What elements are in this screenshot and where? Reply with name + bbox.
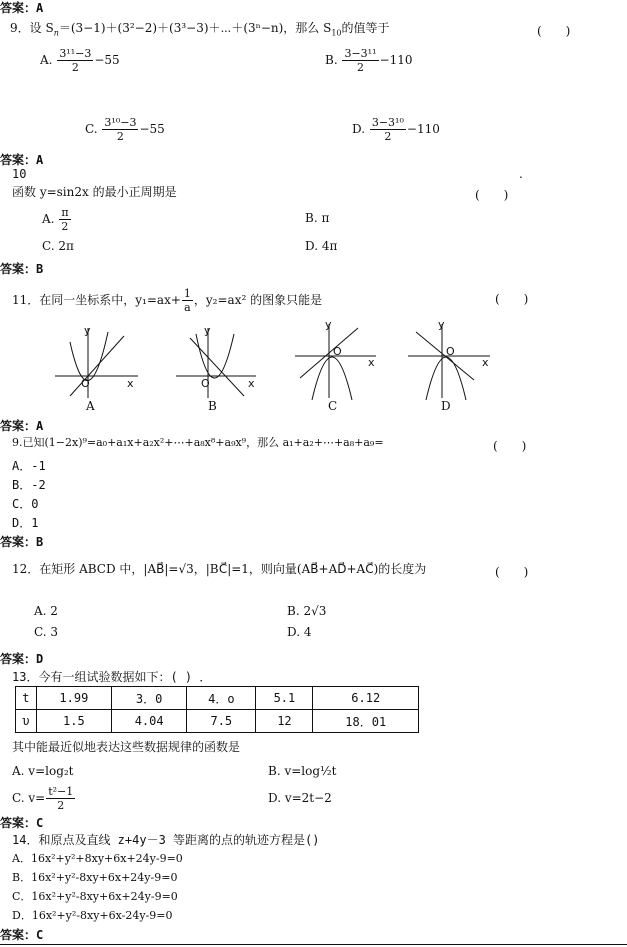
line-curve: [190, 338, 244, 396]
table-cell: υ: [16, 710, 37, 733]
graph-c: [295, 324, 376, 400]
option-d: D. 4π: [305, 239, 338, 253]
question-number: 9．: [10, 21, 30, 35]
axis-label-x: x: [482, 356, 489, 369]
option-d: D. 4: [287, 625, 312, 639]
parabola-curve: [196, 334, 234, 378]
fraction: $\frac{\text{3¹¹−3}}{2}$: [59, 47, 92, 74]
option-d: D．16x²+y²-8xy+6x-24y-9=0: [12, 909, 173, 922]
data-table: [15, 686, 419, 733]
fraction: $\frac{\text{3−3¹¹}}{2}$: [344, 47, 377, 74]
table-cell: 7.5: [187, 710, 256, 733]
origin-label: O: [446, 345, 455, 358]
line-curve: [70, 336, 124, 396]
table-row: [16, 687, 419, 710]
question-14-stem: 14．和原点及直线 z+4y－3 等距离的点的轨迹方程是(): [12, 833, 320, 847]
question-12-stem: 12．在矩形 ABCD 中，|AB⃗|=√3，|BC⃗|=1，则向量(AB⃗+AD⃗+AC⃗)的长度为: [12, 562, 427, 576]
option-a: A. $\frac{\pi}{2}$: [42, 206, 69, 233]
table-cell: 4．o: [187, 687, 256, 710]
parabola-curve: [70, 332, 108, 381]
axis-label-x: x: [248, 377, 255, 390]
bottom-divider: [0, 944, 627, 945]
option-b: B．16x²+y²-8xy+6x+24y-9=0: [12, 871, 178, 884]
fraction: $\frac{1}{a}$: [183, 287, 191, 314]
answer-paren: ( ): [537, 24, 571, 38]
graph-a: [55, 328, 138, 398]
option-a: A. $\frac{\text{3¹¹−3}}{2}$ −55: [40, 47, 120, 74]
option-c: C. $\frac{\text{3¹⁰−3}}{2}$ −55: [85, 116, 165, 143]
option-b: B. v=log½t: [268, 764, 337, 778]
origin-label: O: [201, 377, 210, 390]
answer-line: 答案：B: [0, 535, 44, 549]
axis-label-y: y: [438, 318, 445, 331]
question-number: 10: [12, 167, 27, 181]
option-a: A. 2: [34, 604, 58, 618]
answer-paren: ( ): [493, 439, 527, 453]
graph-b: [176, 328, 256, 398]
graph-label-d: D: [441, 399, 451, 413]
table-cell: 1.99: [36, 687, 111, 710]
origin-label: O: [81, 377, 90, 390]
table-cell: 18．01: [313, 710, 419, 733]
table-cell: 3．0: [112, 687, 187, 710]
answer-line: 答案：B: [0, 262, 44, 276]
parabola-curve: [312, 357, 352, 400]
question-13-followup: 其中能最近似地表达这些数据规律的函数是: [12, 740, 241, 754]
answer-line: 答案：A: [0, 153, 44, 167]
fraction: $\frac{\pi}{2}$: [61, 206, 69, 233]
graph-label-a: A: [86, 399, 95, 413]
question-10-stem: 函数 y=sin2x 的最小正周期是: [12, 185, 177, 199]
fraction: $\frac{\text{3¹⁰−3}}{2}$: [104, 116, 137, 143]
table-cell: t: [16, 687, 37, 710]
parabola-curve: [426, 357, 466, 400]
option-d: D. v=2t−2: [268, 791, 332, 805]
option-b: B. 2√3: [287, 604, 327, 618]
answer-line: 答案：C: [0, 816, 44, 830]
option-c: C. 2π: [42, 239, 74, 253]
origin-label: O: [333, 345, 342, 358]
table-cell: 1.5: [36, 710, 111, 733]
axis-label-y: y: [84, 324, 91, 337]
fraction: $\frac{\text{3−3¹⁰}}{2}$: [371, 116, 404, 143]
option-b: B．-2: [12, 478, 46, 492]
option-c: C．0: [12, 497, 39, 511]
table-cell: 12: [256, 710, 313, 733]
axis-label-x: x: [368, 356, 375, 369]
answer-line: 答案：C: [0, 928, 44, 942]
answer-line: 答案：D: [0, 652, 44, 666]
option-d: D. $\frac{\text{3−3¹⁰}}{2}$ −110: [352, 116, 440, 143]
answer-paren: ( ): [495, 292, 529, 306]
answer-paren: ( ): [495, 565, 529, 579]
answer-line: 答案：A: [0, 1, 44, 15]
question-9b-stem: 9.已知(1−2x)⁹=a₀+a₁x+a₂x²+⋯+a₈x⁸+a₉x⁹，那么 a₁+a₂+⋯+a₈+a₉=: [12, 436, 384, 449]
table-cell: 4.04: [112, 710, 187, 733]
graph-d: [408, 324, 490, 400]
question-13-stem: 13．今有一组试验数据如下：( ) ．: [12, 670, 212, 684]
table-cell: 5.1: [256, 687, 313, 710]
fraction: $\frac{\text{t²−1}}{2}$: [48, 785, 74, 812]
stray-dot: .: [519, 167, 523, 181]
option-b: B. $\frac{\text{3−3¹¹}}{2}$ −110: [325, 47, 413, 74]
option-a: A. v=log₂t: [12, 764, 74, 778]
question-9-stem: 9．设 $S_n=(3-1)+(3^2-2)+(3^3-3)+\cdots+(3^n-n)$，那么 $S_{10}$的值等于: [10, 21, 390, 38]
axis-label-x: x: [127, 377, 134, 390]
answer-line: 答案：A: [0, 419, 44, 433]
option-c: C. v= $\frac{\text{t²−1}}{2}$: [12, 785, 74, 812]
question-11-stem: 11．在同一坐标系中，y₁=ax+ $\frac{1}{a}$ ，y₂=ax² 的图象只能是: [12, 287, 323, 314]
table-row: [16, 710, 419, 733]
option-a: A．16x²+y²+8xy+6x+24y-9=0: [12, 852, 183, 865]
option-b: B. π: [305, 211, 330, 225]
table-cell: 6.12: [313, 687, 419, 710]
option-a: A．-1: [12, 459, 46, 473]
option-c: C. 3: [34, 625, 59, 639]
axis-label-y: y: [204, 324, 211, 337]
option-c: C．16x²+y²-8xy+6x+24y-9=0: [12, 890, 178, 903]
axis-label-y: y: [325, 318, 332, 331]
answer-paren: ( ): [475, 188, 509, 202]
option-d: D．1: [12, 516, 39, 530]
graph-label-b: B: [208, 399, 217, 413]
graph-label-c: C: [328, 399, 338, 413]
